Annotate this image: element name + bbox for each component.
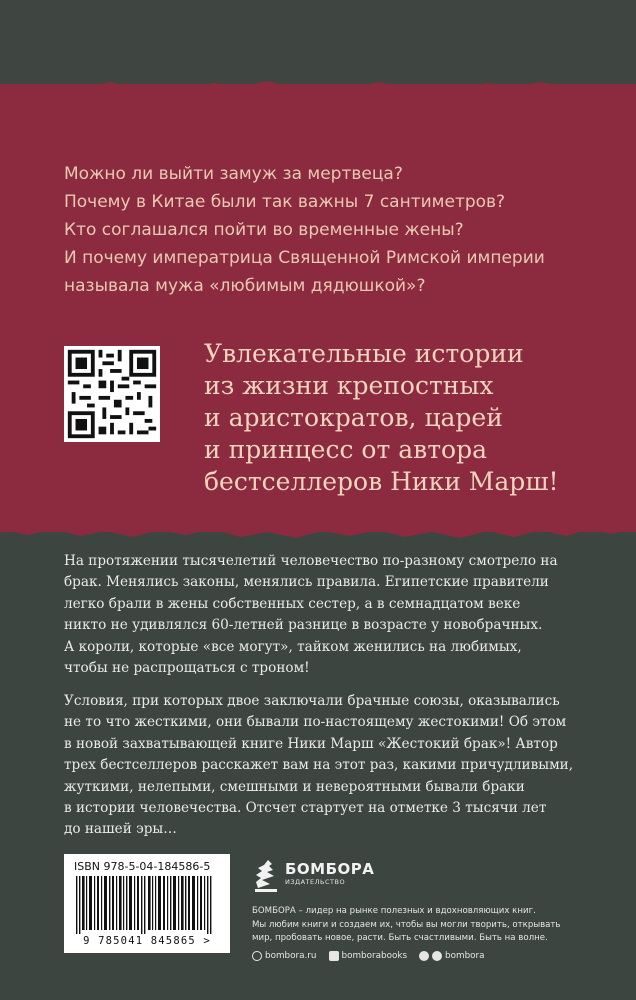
paragraph-line: А короли, которые «все могут», тайком женились на любимых, <box>64 638 522 655</box>
social-label: bombora <box>445 951 485 961</box>
paragraph-line: никто не удивлялся 60-летней разнице в возрасте у новобрачных. <box>64 617 543 634</box>
social-label: bombora.ru <box>265 951 317 961</box>
social-label: bomborabooks <box>341 951 408 961</box>
isbn-label: ISBN 978-5-04-184586-5 <box>74 860 211 873</box>
question-line: Почему в Китае были так важны 7 сантиметров? <box>64 192 506 212</box>
publisher-subtitle: ИЗДАТЕЛЬСТВО <box>285 878 346 886</box>
question-line: И почему императрица Священной Римской империи <box>64 248 545 268</box>
tagline-line: и принцесс от автора <box>204 435 488 464</box>
barcode-digits: 9 785041 845865 > <box>83 935 211 947</box>
paragraph-line: легко брали в жены собственных сестер, а в семнадцатом веке <box>64 595 521 612</box>
social-links <box>252 951 582 961</box>
brush-edge-bottom <box>0 520 636 542</box>
description-paragraph-2 <box>64 691 574 841</box>
tagline-line: и аристократов, царей <box>204 403 503 432</box>
paragraph-line: чтобы не распрощаться с троном! <box>64 660 310 677</box>
paragraph-line: до нашей эры… <box>64 821 177 838</box>
paragraph-line: На протяжении тысячелетий человечество по-разному смотрело на <box>64 553 558 569</box>
paragraph-line: в истории человечества. Отсчет стартует на отметке 3 тысячи лет <box>64 800 547 817</box>
telegram-icon <box>432 951 442 961</box>
globe-icon <box>252 951 262 961</box>
question-line: называла мужа «любимым дядюшкой»? <box>64 276 426 296</box>
bombora-logo-icon <box>252 858 282 898</box>
brush-edge-top <box>0 78 636 96</box>
barcode-bars <box>64 876 230 934</box>
tagline-line: из жизни крепостных <box>204 371 494 400</box>
publisher-blurb <box>252 905 582 946</box>
paragraph-line: в новой захватывающей книге Ники Марш «Жестокий брак»! Автор <box>64 735 558 752</box>
publisher-name: БОМБОРА <box>285 860 375 878</box>
paragraph-line: Условия, при которых двое заключали брачные союзы, оказывались <box>64 693 560 709</box>
question-line: Кто соглашался пойти во временные жены? <box>64 220 464 240</box>
barcode-box <box>64 854 230 953</box>
qr-code-image <box>64 346 160 442</box>
paragraph-line: брак. Менялись законы, менялись правила. Египетские правители <box>64 574 549 591</box>
qr-code[interactable] <box>64 346 160 442</box>
description-paragraph-1 <box>64 551 574 679</box>
paragraph-line: трех бестселлеров расскажет вам на этот раз, какими причудливыми, <box>64 757 574 774</box>
tagline-block <box>204 338 604 498</box>
tagline-line: Увлекательные истории <box>204 339 524 368</box>
questions-block <box>64 160 584 300</box>
paragraph-line: не то что жесткими, они бывали по-настоящему жестокими! Об этом <box>64 714 567 731</box>
social-link-website[interactable] <box>252 951 317 961</box>
social-link-telegram[interactable] <box>419 951 485 961</box>
blurb-line: БОМБОРА – лидер на рынке полезных и вдохновляющих книг. <box>252 906 536 916</box>
blurb-line: мир, пробовать новое, расти. Быть счастливыми. Быть на волне. <box>252 933 548 944</box>
ok-icon <box>419 951 429 961</box>
tagline-line: бестселлеров Ники Марш! <box>204 467 559 496</box>
question-line: Можно ли выйти замуж за мертвеца? <box>64 164 403 184</box>
paragraph-line: жуткими, нелепыми, смешными и невероятными бывали браки <box>64 778 525 795</box>
vk-icon <box>329 951 339 961</box>
blurb-line: Мы любим книги и создаем их, чтобы вы могли творить, открывать <box>252 919 561 930</box>
social-link-vk[interactable] <box>329 951 408 961</box>
